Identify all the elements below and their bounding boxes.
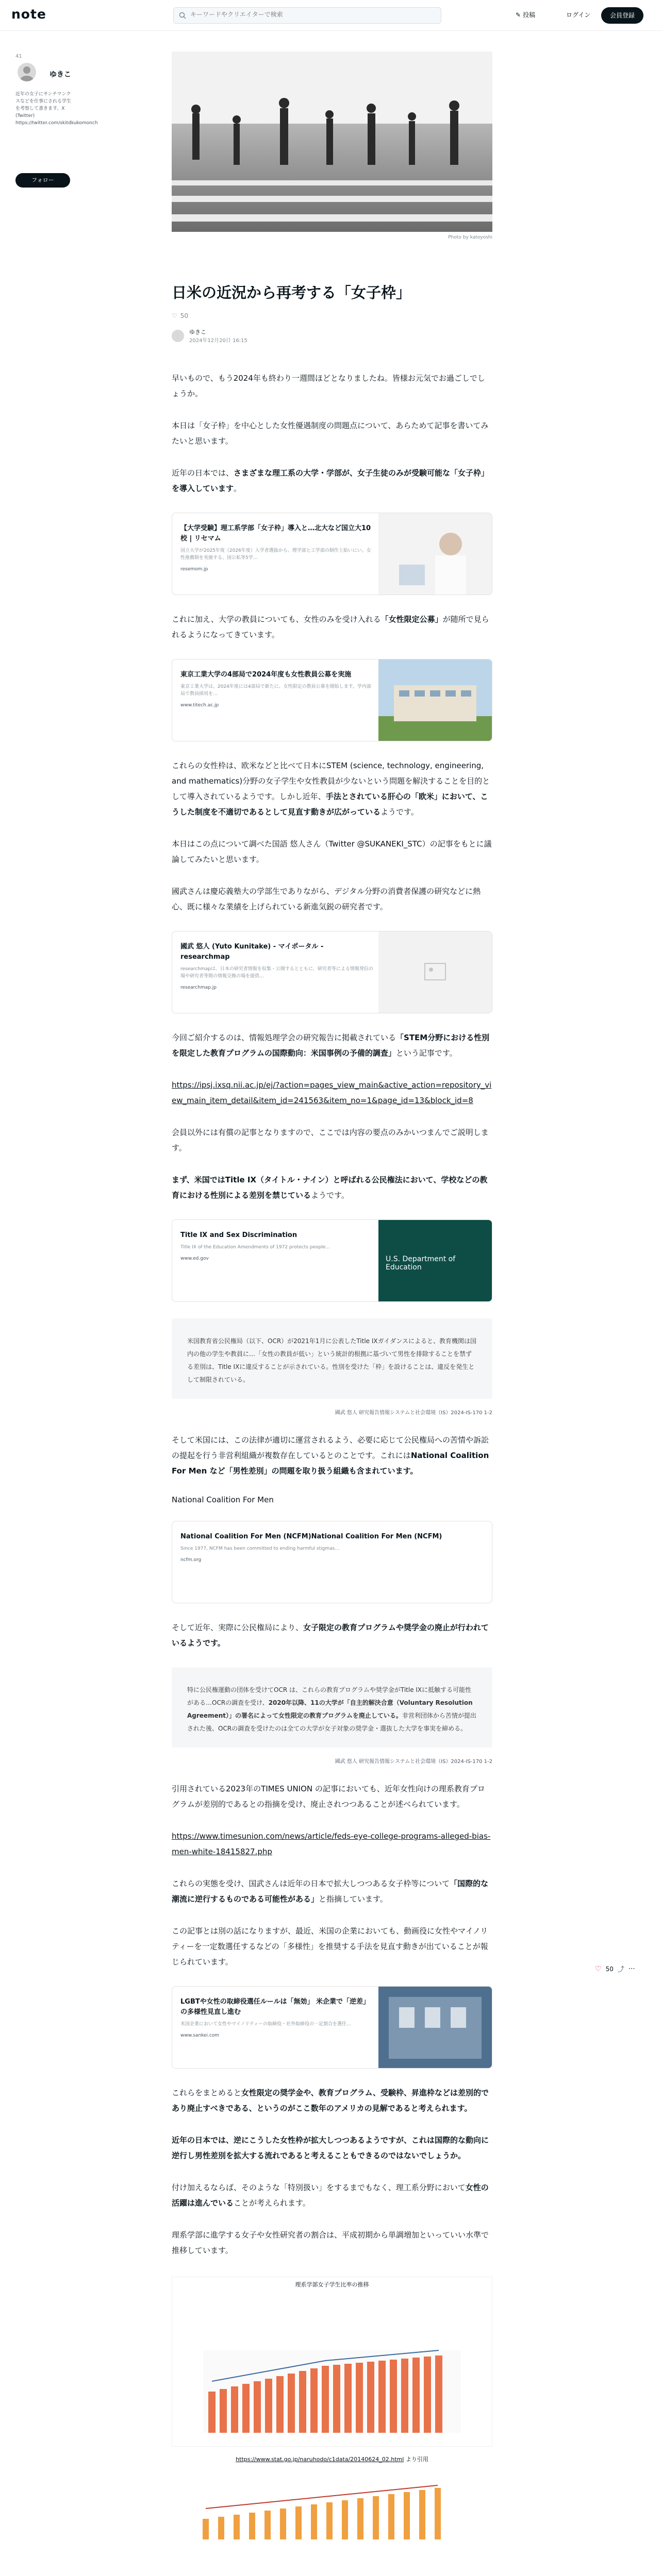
heart-icon[interactable]: ♡: [172, 312, 177, 319]
card-text: [180, 523, 373, 572]
card-desc: 米国企業において女性やマイノリティーの取締役・社外取締役の一定割合を選任…: [180, 2022, 352, 2027]
hero-credit: Photo by katoyoshi: [448, 235, 492, 240]
text: ようです。: [311, 1191, 349, 1200]
card-url: www.ed.gov: [180, 1256, 209, 1261]
link-card[interactable]: [172, 931, 492, 1013]
card-text: [180, 1532, 484, 1563]
paragraph: [172, 2180, 492, 2211]
creator-avatar[interactable]: [18, 63, 36, 81]
emphasis: National Coalition For Men など「男性差別」の問題を取り扱う組織も含まれています。: [172, 1451, 489, 1476]
creator-name[interactable]: ゆきこ: [49, 71, 71, 79]
text: 。: [234, 484, 242, 493]
paragraph: [172, 2085, 492, 2116]
blockquote: [172, 1318, 492, 1399]
card-url: resemom.jp: [180, 567, 208, 572]
card-desc: 東京工業大学は、2024年度には4部局で新たに、女性限定の教員公募を開始します。学内部局で教員採用を…: [180, 684, 371, 697]
emphasis: 「STEM分野における性別を限定した教育プログラムの国際動向：米国事例の予備的調査」: [172, 1033, 490, 1058]
emphasis: 「女性限定公募」: [380, 615, 443, 624]
creator-handle: 41: [15, 54, 22, 59]
article-main: [172, 52, 492, 2539]
author-avatar[interactable]: [172, 330, 184, 342]
text: という記事です。: [395, 1048, 457, 1058]
creator-bio: 近年の女子にサンチマンクスなどを仕事にされる学生を考察して書きます。X (Twitter) https://twitter.com/skitdkukomonch: [15, 92, 98, 126]
paragraph: [172, 1620, 492, 1651]
card-url: www.sankei.com: [180, 2033, 220, 2038]
emphasis: 女子限定の教育プログラムや奨学金の廃止が行われているようです。: [172, 1623, 489, 1648]
link-card[interactable]: [172, 1986, 492, 2069]
card-thumbnail: [378, 931, 492, 1013]
paragraph: 理系学部に進学する女子や女性研究者の割合は、平成初期から単調増加といっていい水準で推移しています。: [172, 2230, 489, 2255]
text: これに加え、大学の教員についても、女性のみを受け入れる: [172, 615, 381, 624]
floating-like-count: 50: [605, 1965, 614, 1973]
card-title: Title IX and Sex Discrimination: [180, 1231, 297, 1239]
paragraph: 國武さんは慶応義塾大の学部生でありながら、デジタル分野の消費者保護の研究などに熱心、既に様々な業績を上げられている新進気鋭の研究者です。: [172, 887, 481, 911]
chart-bars-image: [172, 2289, 492, 2443]
card-url: ncfm.org: [180, 1557, 202, 1563]
post-label: 投稿: [523, 11, 536, 19]
external-link[interactable]: https://ipsj.ixsq.nii.ac.jp/ej/?action=pages_view_main&active_action=repository_view_main_item_detail&item_id=241563&item_no=1&page_id=13&block_id=8: [172, 1080, 492, 1105]
text: 今回ご紹介するのは、情報処理学会の研究報告に掲載されている: [172, 1033, 396, 1042]
like-count: 50: [180, 312, 189, 319]
emphasis: 手法とされている肝心の「欧米」において、こうした制度を不適切であるとして見直す動きが広がっている: [172, 792, 488, 817]
quote-citation: 國武 悠人 研究報告情報システムと社会環境（IS）2024-IS-170 1-2: [335, 1759, 492, 1765]
link-card[interactable]: [172, 659, 492, 741]
quote-text: 非営利団体から苦情が提出された後、OCRの調査を受けたのは全ての大学が女子対象の奨学金・選抜した大学を事実を締める。: [187, 1712, 476, 1732]
paragraph: 引用されている2023年のTIMES UNION の記事においても、近年女性向けの理系教育プログラムが差別的であるとの指摘を受け、廃止されつつあることが述べられています。: [172, 1784, 485, 1809]
text: と指摘しています。: [319, 1894, 388, 1904]
like-summary: [172, 312, 492, 319]
more-icon[interactable]: ⋯: [628, 1965, 635, 1973]
card-thumbnail: [378, 513, 492, 595]
heart-icon[interactable]: ♡: [595, 1964, 602, 1973]
text: そして近年、実際に公民権局により、: [172, 1623, 304, 1632]
chart-partial-image: [172, 2478, 492, 2539]
card-desc: 国立大学が2025年度（2026年度）入学者選抜から、理学部と工学部の制作上始いにい。女性推薦制を実施する。国公私等5学…: [180, 548, 371, 561]
source-link[interactable]: https://www.stat.go.jp/naruhodo/c1data/20140624_02.html: [236, 2456, 404, 2463]
article-title: 日米の近況から再考する「女子枠」: [172, 284, 411, 301]
text: これらの実態を受け、国武さんは近年の日本で拡大しつつある女子枠等について: [172, 1879, 450, 1888]
text: そして米国には、この法律が適切に運営されるよう、必要に応じて公民権局への苦情や訴訟の提起を行う非営利組織が複数存在しているとのことです。これには: [172, 1435, 489, 1460]
card-title: 東京工業大学の4部局で2024年度も女性教員公募を実施: [180, 671, 352, 679]
paragraph: 早いもので、もう2024年も終わり一週間ほどとなりましたね。皆様お元気でお過ごしでしょうか。: [172, 374, 485, 398]
author-row: [172, 328, 492, 344]
card-thumbnail: [378, 1987, 492, 2069]
paragraph: [172, 1876, 492, 1907]
card-title: 【大学受験】理工系学部「女子枠」導入と…北大など国立大10校 | リセマム: [180, 524, 371, 543]
text: これらをまとめると: [172, 2088, 242, 2097]
paragraph: [172, 465, 492, 496]
card-text: [180, 942, 373, 990]
card-thumbnail: [378, 659, 492, 741]
text: 付け加えるならば、そのような「特別扱い」をするまでもなく、理工系分野において: [172, 2183, 466, 2192]
paragraph: [172, 1432, 492, 1479]
floating-actions: [595, 1964, 635, 1974]
quote-citation: 國武 悠人 研究報告情報システムと社会環境（IS）2024-IS-170 1-2: [335, 1410, 492, 1416]
note-logo[interactable]: note: [11, 7, 46, 22]
emphasis: 女性限定の奨学金や、教育プログラム、受験枠、昇進枠などは差別的であり廃止すべきである、というのがここ数年のアメリカの見解であると考えられます。: [172, 2088, 489, 2113]
card-desc: Since 1977, NCFM has been committed to ending harmful stigmas…: [180, 1546, 340, 1551]
paragraph: [172, 1030, 492, 1061]
paragraph: [172, 612, 492, 642]
pen-icon: ✎: [516, 11, 521, 19]
search-icon: [179, 12, 186, 19]
card-text: [180, 1230, 373, 1261]
card-url: researchmap.jp: [180, 985, 217, 990]
top-header: [0, 0, 662, 31]
chart-source: [172, 2452, 492, 2467]
card-desc: Title IX of the Education Amendments of 1972 protects people…: [180, 1245, 330, 1250]
emphasis: まず、米国ではTitle IX（タイトル・ナイン）と呼ばれる公民権法において、学校などの教育における性別による差別を禁じている: [172, 1175, 488, 1200]
link-card[interactable]: [172, 1219, 492, 1302]
emphasis: 女性の活躍は進んでいる: [172, 2183, 489, 2208]
paragraph: [172, 758, 492, 820]
link-card[interactable]: [172, 513, 492, 595]
card-title: LGBTや女性の取締役選任ルールは「無効」 米企業で「逆差」の多様性見直し進む: [180, 1998, 370, 2016]
emphasis: 近年の日本では、逆にこうした女性枠が拡大しつつあるようですが、これは国際的な動向に逆行し男性差別を拡大する流れであると考えることもできるのではないでしょうか。: [172, 2136, 489, 2160]
publish-date: 2024年12月20日 16:15: [189, 338, 247, 344]
card-desc: researchmapは、日本の研究者情報を収集・公開するとともに、研究者等による情報発信の場や研究者等間の情報交換の場を提供…: [180, 967, 373, 979]
card-url: www.titech.ac.jp: [180, 703, 219, 708]
creator-sidebar: [15, 54, 98, 183]
quote-text: 特に公民権運動の団体を受けてOCR は、これらの教育プログラムや奨学金がTitle IXに抵触する可能性がある…OCRの調査を受け、: [187, 1686, 472, 1706]
avatar-image: [18, 63, 36, 81]
text: が随所で見られるようになってきています。: [172, 615, 489, 639]
paragraph: 本日は「女子枠」を中心とした女性優遇制度の問題点について、あらためて記事を書いてみたいと思います。: [172, 421, 489, 446]
hero-image: [172, 52, 492, 232]
embedded-chart-image-2: [172, 2478, 492, 2539]
text: これらの女性枠は、欧米などと比べて日本にSTEM (science, technology, engineering, and mathematics)分野の女子学生や女性教員が少ないという問題を解決することを目的として導入されているようです。しかし近年、: [172, 761, 490, 801]
paragraph: この記事とは別の話になりますが、最近、米国の企業においても、動画役に女性やマイノリティーを一定数選任するなどの「多様性」を推奨する手法を見直す動きが出ていることが報じられています。: [172, 1926, 488, 1967]
blockquote: [172, 1667, 492, 1748]
card-thumbnail: U.S. Department of Education: [378, 1220, 492, 1302]
paragraph: [172, 2132, 492, 2163]
section-label: National Coalition For Men: [172, 1495, 274, 1504]
search-box[interactable]: [173, 7, 441, 24]
text: ことが考えられます。: [234, 2198, 310, 2208]
text: 近年の日本では、: [172, 468, 234, 478]
share-icon[interactable]: ⤴: [617, 1966, 624, 1974]
card-title: 國武 悠人 (Yuto Kunitake) - マイポータル - researchmap: [180, 943, 324, 961]
external-link[interactable]: https://www.timesunion.com/news/article/feds-eye-college-programs-alleged-bias-men-white-18415827.php: [172, 1832, 491, 1856]
card-text: [180, 1997, 373, 2038]
chart-caption: 理系学部女子学生比率の推移: [295, 2281, 369, 2288]
emphasis: 「国際的な潮流に逆行するものである可能性がある」: [172, 1879, 489, 1904]
signup-button[interactable]: 会員登録: [601, 7, 643, 24]
hero-photo-crowd: [172, 52, 492, 232]
quote-text: 米国教育省公民権局（以下、OCR）が2021年1月に公表したTitle IXガイダンスによると、教育機関は国内の他の学生や教員に…「女性の教員が低い」という統計的根拠に基づいて男性を排除することを禁ずる差別は、Title IXに違反することが示されている。性別を受けた「枠」を設けることは、違反を発生として制限されている。: [187, 1337, 477, 1383]
card-title: National Coalition For Men (NCFM)National Coalition For Men (NCFM): [180, 1533, 442, 1540]
paragraph: [172, 1172, 492, 1203]
quote-emphasis: 2020年以降、11の大学が「自主的解決合意（Voluntary Resolution Agreement）」の署名によって女性限定の教育プログラムを廃止している。: [187, 1699, 473, 1719]
text: ようです。: [380, 807, 419, 817]
card-text: [180, 670, 373, 708]
link-card[interactable]: [172, 1521, 492, 1603]
paragraph: 会員以外には有償の記事となりますので、ここでは内容の要点のみかいつまんでご説明します。: [172, 1128, 489, 1153]
paragraph: 本日はこの点について調べた国語 悠人さん（Twitter @SUKANEKI_STC）の記事をもとに議論してみたいと思います。: [172, 839, 492, 864]
post-button[interactable]: [516, 10, 535, 19]
login-link[interactable]: ログイン: [566, 11, 591, 19]
embedded-chart-image: [172, 2277, 492, 2447]
author-name[interactable]: ゆきこ: [189, 329, 206, 335]
search-input[interactable]: [190, 11, 433, 18]
emphasis: さまざまな理工系の大学・学部が、女子生徒のみが受験可能な「女子枠」を導入しています: [172, 468, 489, 493]
follow-button[interactable]: フォロー: [15, 173, 70, 188]
source-suffix: より引用: [405, 2456, 428, 2463]
